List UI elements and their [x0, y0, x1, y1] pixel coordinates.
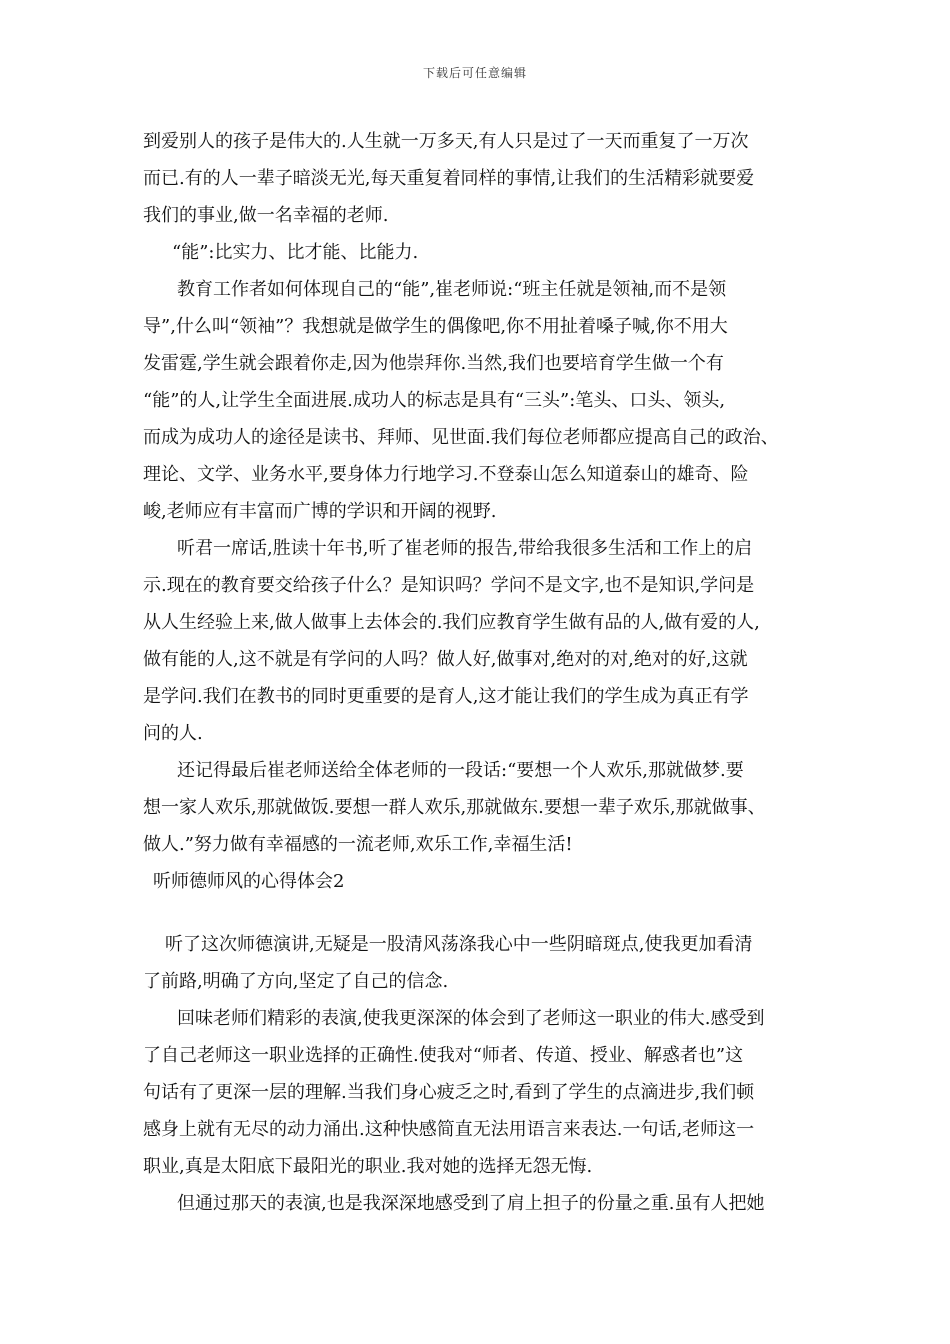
- text-line: 职业,真是太阳底下最阳光的职业.我对她的选择无怨无悔.: [143, 1156, 593, 1177]
- text-line: 我们的事业,做一名幸福的老师.: [143, 205, 389, 226]
- section-title: 听师德师风的心得体会2: [153, 871, 345, 892]
- text-line: 但通过那天的表演,也是我深深地感受到了肩上担子的份量之重.虽有人把她: [177, 1193, 765, 1214]
- text-line: 导”,什么叫“领袖”？我想就是做学生的偶像吧,你不用扯着嗓子喊,你不用大: [143, 316, 728, 337]
- text-line: “能”的人,让学生全面进展.成功人的标志是具有“三头”:笔头、口头、领头,: [143, 390, 726, 411]
- text-line: 句话有了更深一层的理解.当我们身心疲乏之时,看到了学生的点滴进步,我们顿: [143, 1082, 755, 1103]
- text-line: 做有能的人,这不就是有学问的人吗？做人好,做事对,绝对的对,绝对的好,这就: [143, 649, 748, 670]
- text-line: 示.现在的教育要交给孩子什么？是知识吗？学问不是文字,也不是知识,学问是: [143, 575, 755, 596]
- text-line: 问的人.: [143, 723, 203, 744]
- text-line: 到爱别人的孩子是伟大的.人生就一万多天,有人只是过了一天而重复了一万次: [143, 131, 749, 152]
- text-line: 感身上就有无尽的动力涌出.这种快感简直无法用语言来表达.一句话,老师这一: [143, 1119, 755, 1140]
- text-line: 了自己老师这一职业选择的正确性.使我对“师者、传道、授业、解惑者也”这: [143, 1045, 744, 1066]
- text-line: 想一家人欢乐,那就做饭.要想一群人欢乐,那就做东.要想一辈子欢乐,那就做事、: [143, 797, 766, 818]
- text-line: 听了这次师德演讲,无疑是一股清风荡涤我心中一些阴暗斑点,使我更加看清: [165, 934, 753, 955]
- text-line: 还记得最后崔老师送给全体老师的一段话:“要想一个人欢乐,那就做梦.要: [177, 760, 744, 781]
- text-line: 而已.有的人一辈子暗淡无光,每天重复着同样的事情,让我们的生活精彩就要爱: [143, 168, 755, 189]
- page-header: 下载后可任意编辑: [422, 66, 527, 80]
- text-line: “能”:比实力、比才能、比能力.: [172, 242, 419, 263]
- text-line: 教育工作者如何体现自己的“能”,崔老师说:“班主任就是领袖,而不是领: [177, 279, 727, 300]
- text-line: 峻,老师应有丰富而广博的学识和开阔的视野.: [143, 501, 497, 522]
- text-line: 是学问.我们在教书的同时更重要的是育人,这才能让我们的学生成为真正有学: [143, 686, 749, 707]
- text-line: 理论、文学、业务水平,要身体力行地学习.不登泰山怎么知道泰山的雄奇、险: [143, 464, 749, 485]
- text-line: 了前路,明确了方向,坚定了自己的信念.: [143, 971, 449, 992]
- text-line: 而成为成功人的途径是读书、拜师、见世面.我们每位老师都应提高自己的政治、: [143, 427, 779, 448]
- text-line: 听君一席话,胜读十年书,听了崔老师的报告,带给我很多生活和工作上的启: [177, 538, 753, 559]
- text-line: 做人.”努力做有幸福感的一流老师,欢乐工作,幸福生活!: [143, 834, 573, 855]
- text-line: 从人生经验上来,做人做事上去体会的.我们应教育学生做有品的人,做有爱的人,: [143, 612, 760, 633]
- text-line: 回味老师们精彩的表演,使我更深深的体会到了老师这一职业的伟大.感受到: [177, 1008, 765, 1029]
- text-line: 发雷霆,学生就会跟着你走,因为他崇拜你.当然,我们也要培育学生做一个有: [143, 353, 724, 374]
